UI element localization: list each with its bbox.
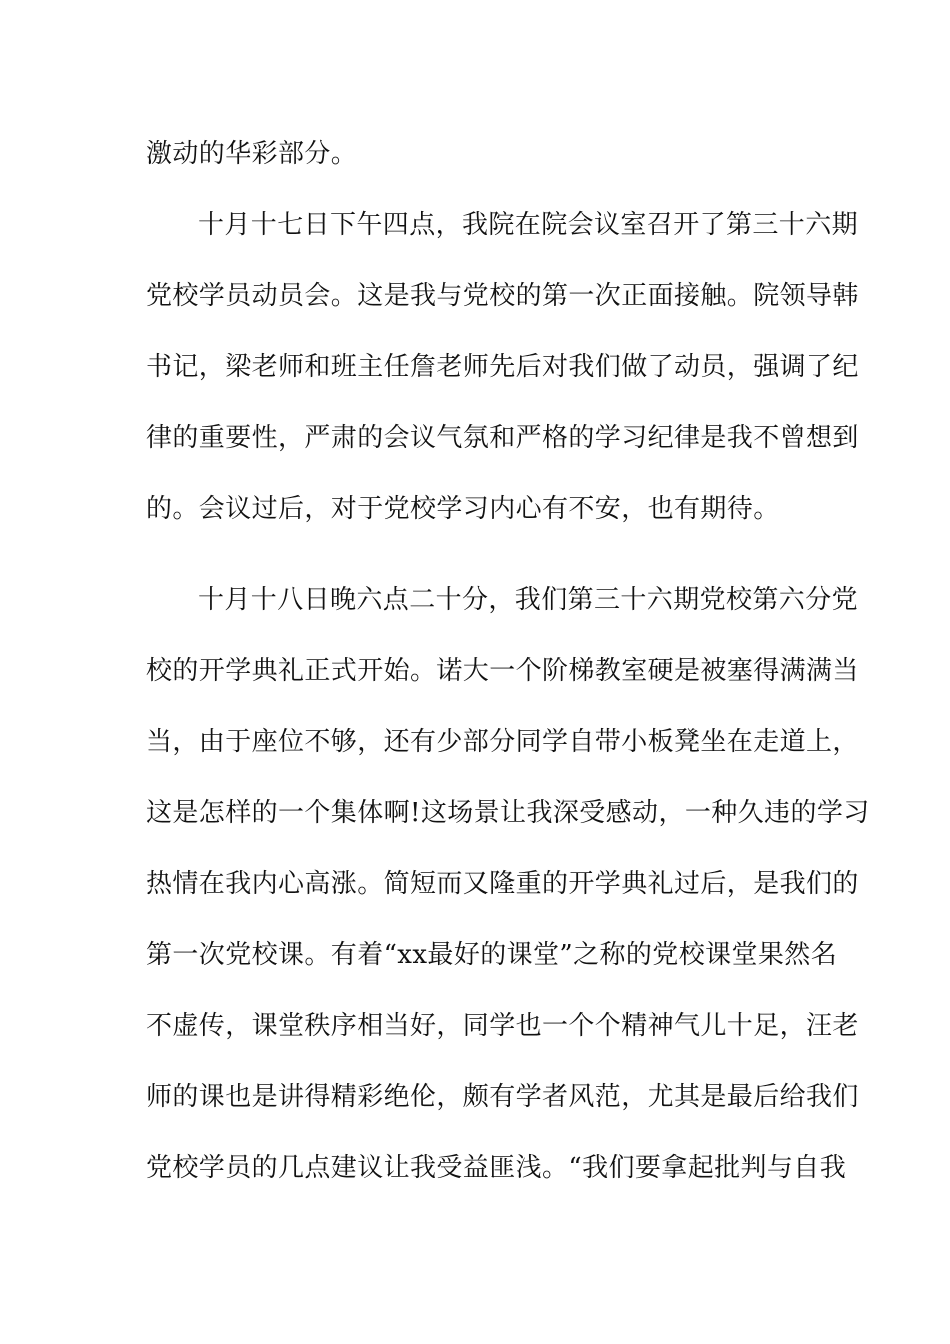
text-line: 的。会议过后，对于党校学习内心有不安，也有期待。	[146, 494, 780, 524]
text-line: 律的重要性，严肃的会议气氛和严格的学习纪律是我不曾想到	[146, 423, 859, 453]
text-line: 党校学员动员会。这是我与党校的第一次正面接触。院领导韩	[146, 281, 859, 311]
paragraph-first-line: 十月十八日晚六点二十分，我们第三十六期党校第六分党	[198, 585, 859, 615]
text-line: 师的课也是讲得精彩绝伦，颇有学者风范，尤其是最后给我们	[146, 1082, 859, 1112]
text-line: 书记，梁老师和班主任詹老师先后对我们做了动员，强调了纪	[146, 352, 859, 382]
text-line: 激动的华彩部分。	[146, 139, 358, 169]
text-line: 热情在我内心高涨。简短而又隆重的开学典礼过后，是我们的	[146, 869, 859, 899]
text-line: 校的开学典礼正式开始。诺大一个阶梯教室硬是被塞得满满当	[146, 656, 859, 686]
text-line: 党校学员的几点建议让我受益匪浅。“我们要拿起批判与自我	[146, 1153, 847, 1183]
text-line: 第一次党校课。有着“xx最好的课堂”之称的党校课堂果然名	[146, 940, 838, 970]
paragraph-first-line: 十月十七日下午四点，我院在院会议室召开了第三十六期	[198, 210, 859, 240]
text-line: 不虚传，课堂秩序相当好，同学也一个个精神气儿十足，汪老	[146, 1011, 859, 1041]
text-line: 这是怎样的一个集体啊!这场景让我深受感动，一种久违的学习	[146, 798, 870, 828]
text-line: 当，由于座位不够，还有少部分同学自带小板凳坐在走道上，	[146, 727, 859, 757]
